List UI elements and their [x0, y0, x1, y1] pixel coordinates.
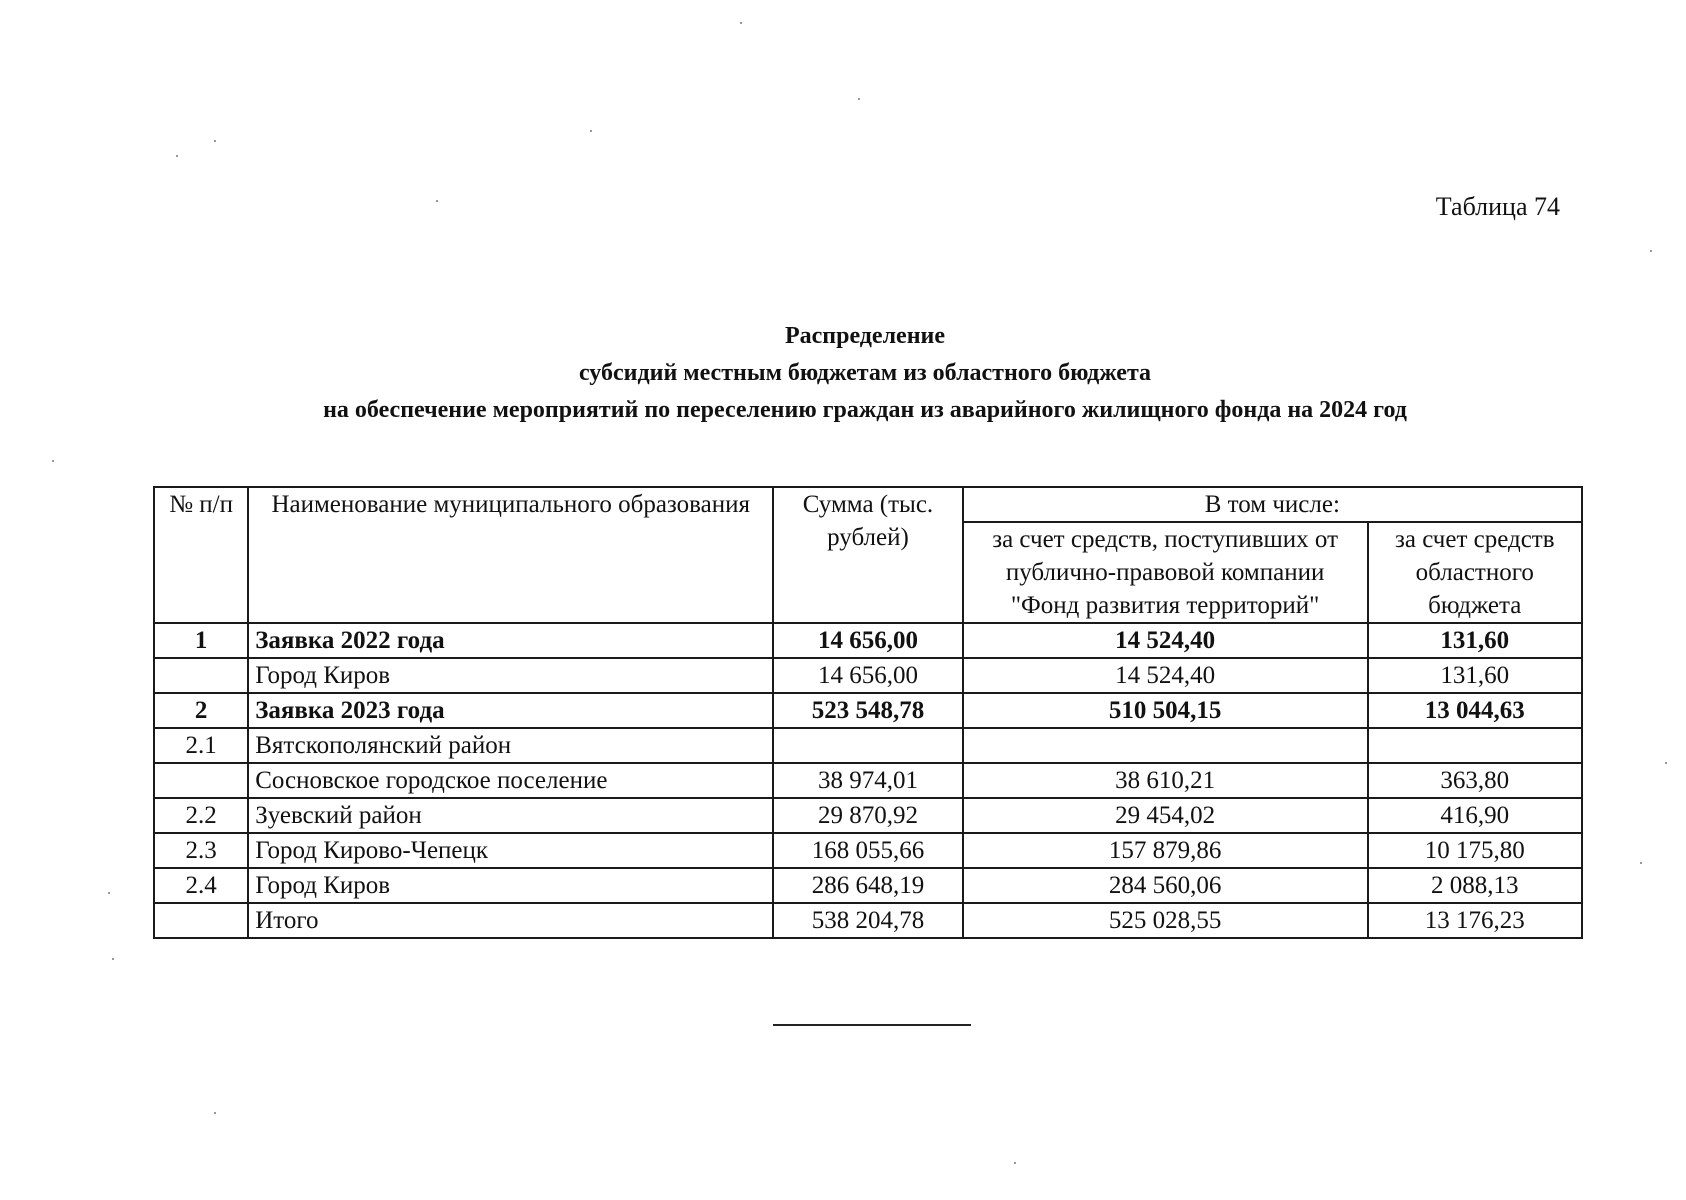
title-line: на обеспечение мероприятий по переселению граждан из аварийного жилищного фонда на 2024 год [323, 397, 1407, 423]
header-including: В том числе: [963, 487, 1582, 522]
cell-fund: 525 028,55 [963, 903, 1368, 938]
cell-regional: 13 176,23 [1368, 903, 1582, 938]
table-row [154, 798, 1582, 833]
cell-num [154, 658, 248, 693]
cell-sum: 523 548,78 [773, 693, 962, 728]
cell-sum: 29 870,92 [773, 798, 962, 833]
cell-num [154, 903, 248, 938]
cell-name: Заявка 2022 года [248, 623, 773, 658]
scan-speck [1650, 250, 1652, 252]
cell-name: Зуевский район [248, 798, 773, 833]
cell-fund: 29 454,02 [963, 798, 1368, 833]
scan-speck [1640, 862, 1642, 864]
scan-speck [1665, 762, 1667, 764]
table-row [154, 903, 1582, 938]
header-sum: Сумма (тыс. рублей) [773, 487, 962, 623]
table-row [154, 868, 1582, 903]
header-fund: за счет средств, поступивших от публично-правовой компании "Фонд развития территорий" [963, 522, 1368, 623]
scan-speck [858, 98, 860, 100]
scan-speck [590, 130, 592, 132]
cell-num [154, 763, 248, 798]
table-row [154, 693, 1582, 728]
document-title [0, 318, 1686, 429]
table-row [154, 728, 1582, 763]
cell-sum: 14 656,00 [773, 623, 962, 658]
cell-name: Город Кирово-Чепецк [248, 833, 773, 868]
cell-regional: 363,80 [1368, 763, 1582, 798]
scan-speck [52, 460, 54, 462]
cell-fund: 38 610,21 [963, 763, 1368, 798]
table-row [154, 833, 1582, 868]
scan-speck [1014, 1162, 1016, 1164]
cell-sum: 38 974,01 [773, 763, 962, 798]
cell-num: 2.4 [154, 868, 248, 903]
cell-fund [963, 728, 1368, 763]
cell-name: Вятскополянский район [248, 728, 773, 763]
subsidy-table [153, 486, 1583, 939]
cell-num: 2 [154, 693, 248, 728]
cell-name: Город Киров [248, 658, 773, 693]
cell-regional: 10 175,80 [1368, 833, 1582, 868]
cell-regional: 13 044,63 [1368, 693, 1582, 728]
table-row [154, 763, 1582, 798]
cell-name: Сосновское городское поселение [248, 763, 773, 798]
cell-fund: 14 524,40 [963, 658, 1368, 693]
cell-regional [1368, 728, 1582, 763]
cell-sum: 168 055,66 [773, 833, 962, 868]
header-num: № п/п [154, 487, 248, 623]
header-regional: за счет средств областного бюджета [1368, 522, 1582, 623]
scan-speck [214, 1112, 216, 1114]
cell-name: Итого [248, 903, 773, 938]
cell-regional: 131,60 [1368, 623, 1582, 658]
cell-sum [773, 728, 962, 763]
scan-speck [436, 200, 438, 202]
cell-sum: 286 648,19 [773, 868, 962, 903]
title-line: субсидий местным бюджетам из областного бюджета [578, 360, 1152, 386]
scan-speck [214, 140, 216, 142]
cell-regional: 2 088,13 [1368, 868, 1582, 903]
title-line: Распределение [784, 323, 946, 349]
cell-regional: 416,90 [1368, 798, 1582, 833]
cell-name: Город Киров [248, 868, 773, 903]
scan-speck [108, 892, 110, 894]
scan-speck [112, 958, 114, 960]
cell-num: 1 [154, 623, 248, 658]
table-row [154, 658, 1582, 693]
cell-name: Заявка 2023 года [248, 693, 773, 728]
cell-regional: 131,60 [1368, 658, 1582, 693]
cell-fund: 284 560,06 [963, 868, 1368, 903]
cell-fund: 510 504,15 [963, 693, 1368, 728]
cell-num: 2.3 [154, 833, 248, 868]
cell-num: 2.2 [154, 798, 248, 833]
scan-speck [740, 22, 742, 24]
cell-sum: 538 204,78 [773, 903, 962, 938]
cell-num: 2.1 [154, 728, 248, 763]
cell-fund: 14 524,40 [963, 623, 1368, 658]
cell-sum: 14 656,00 [773, 658, 962, 693]
table-number: Таблица 74 [1435, 192, 1560, 221]
footer-divider [773, 1024, 971, 1026]
table-body [154, 623, 1582, 938]
scan-speck [176, 155, 178, 157]
header-name: Наименование муниципального образования [248, 487, 773, 623]
table-row [154, 623, 1582, 658]
cell-fund: 157 879,86 [963, 833, 1368, 868]
